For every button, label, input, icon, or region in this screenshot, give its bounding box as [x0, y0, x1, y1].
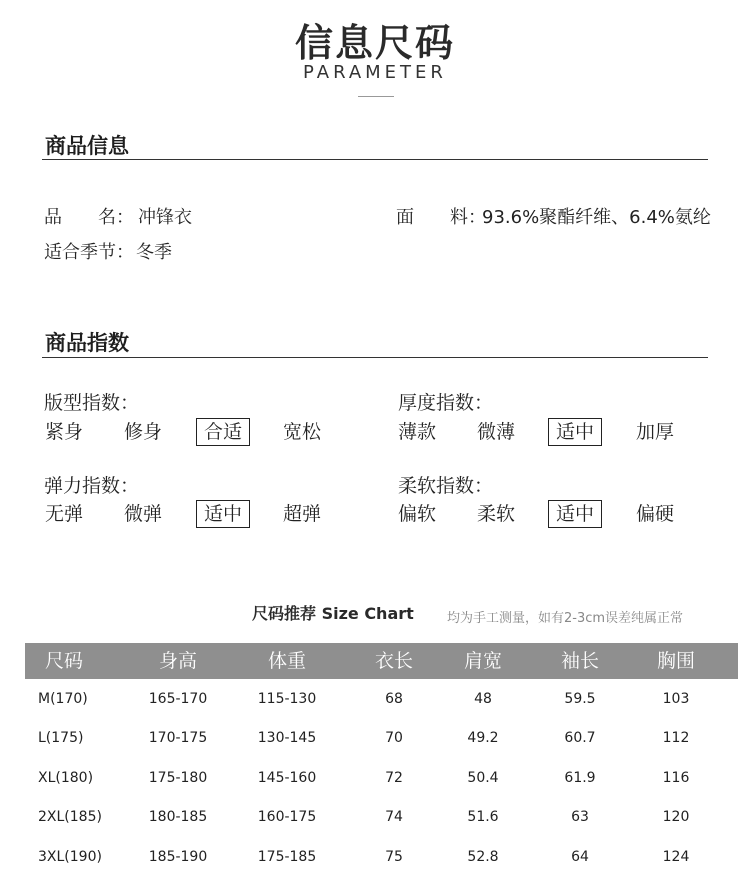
table-cell: 170-175: [148, 730, 208, 746]
table-cell: 52.8: [467, 849, 499, 865]
table-cell: L(175): [38, 730, 84, 746]
softness-option: 柔软: [477, 503, 516, 525]
product-info-divider: [42, 159, 708, 160]
sleeve-col-header: 袖长: [560, 650, 599, 672]
softness-option-selected: 适中: [548, 500, 602, 528]
table-cell: 72: [385, 770, 403, 786]
thickness-option-selected: 适中: [548, 418, 602, 446]
softness-index-label: 柔软指数：: [398, 475, 494, 497]
table-cell: 185-190: [148, 849, 208, 865]
page-title: 信息尺码: [294, 21, 455, 65]
elasticity-option: 无弹: [45, 503, 84, 525]
table-cell: 3XL(190): [38, 849, 102, 865]
thickness-index-label: 厚度指数：: [398, 392, 494, 414]
table-cell: 120: [662, 809, 690, 825]
table-cell: 75: [385, 849, 403, 865]
size-col-header: 尺码: [44, 650, 83, 672]
table-cell: 180-185: [148, 809, 208, 825]
fit-option: 修身: [124, 421, 163, 443]
fit-option-selected: 合适: [196, 418, 250, 446]
weight-col-header: 体重: [267, 650, 306, 672]
fit-option: 宽松: [283, 421, 322, 443]
table-cell: 2XL(185): [38, 809, 102, 825]
height-col-header: 身高: [158, 650, 197, 672]
table-cell: 51.6: [467, 809, 499, 825]
thickness-option: 薄款: [398, 421, 437, 443]
season-value: 冬季: [136, 242, 172, 263]
table-cell: 165-170: [148, 691, 208, 707]
table-cell: 112: [662, 730, 690, 746]
table-cell: 60.7: [564, 730, 596, 746]
table-cell: 103: [662, 691, 690, 707]
season-label: 适合季节：: [44, 242, 134, 263]
elasticity-option: 微弹: [124, 503, 163, 525]
thickness-option: 微薄: [477, 421, 516, 443]
table-cell: 59.5: [564, 691, 596, 707]
thickness-option: 加厚: [636, 421, 675, 443]
product-info-title: 商品信息: [45, 134, 129, 158]
size-chart-heading: 尺码推荐 Size Chart: [252, 604, 414, 623]
product-name-label: 品 名：: [44, 207, 134, 228]
product-index-title: 商品指数: [45, 331, 129, 355]
softness-option: 偏软: [398, 503, 437, 525]
size-chart-note: 均为手工测量，如有2-3cm误差纯属正常: [447, 611, 684, 626]
table-cell: 160-175: [257, 809, 317, 825]
table-cell: 130-145: [257, 730, 317, 746]
table-cell: 61.9: [564, 770, 596, 786]
table-cell: 116: [662, 770, 690, 786]
table-cell: 145-160: [257, 770, 317, 786]
table-cell: 49.2: [467, 730, 499, 746]
table-cell: 64: [571, 849, 589, 865]
elasticity-index-label: 弹力指数：: [44, 475, 140, 497]
table-cell: 50.4: [467, 770, 499, 786]
table-cell: M(170): [38, 691, 88, 707]
material-value: 93.6%聚酯纤维、6.4%氨纶: [482, 207, 711, 228]
title-divider: [358, 96, 394, 97]
shoulder-col-header: 肩宽: [463, 650, 502, 672]
elasticity-option-selected: 适中: [196, 500, 250, 528]
table-cell: 74: [385, 809, 403, 825]
table-cell: 124: [662, 849, 690, 865]
product-index-divider: [42, 357, 708, 358]
table-cell: 175-185: [257, 849, 317, 865]
length-col-header: 衣长: [374, 650, 413, 672]
chest-col-header: 胸围: [656, 650, 695, 672]
softness-option: 偏硬: [636, 503, 675, 525]
table-cell: 63: [571, 809, 589, 825]
table-cell: XL(180): [38, 770, 94, 786]
elasticity-option: 超弹: [283, 503, 322, 525]
table-cell: 68: [385, 691, 403, 707]
material-label: 面 料：: [396, 207, 486, 228]
table-cell: 48: [474, 691, 492, 707]
fit-option: 紧身: [45, 421, 84, 443]
fit-index-label: 版型指数：: [44, 392, 140, 414]
table-cell: 70: [385, 730, 403, 746]
product-name-value: 冲锋衣: [138, 207, 192, 228]
table-cell: 175-180: [148, 770, 208, 786]
table-cell: 115-130: [257, 691, 317, 707]
page-subtitle: PARAMETER: [303, 62, 447, 83]
